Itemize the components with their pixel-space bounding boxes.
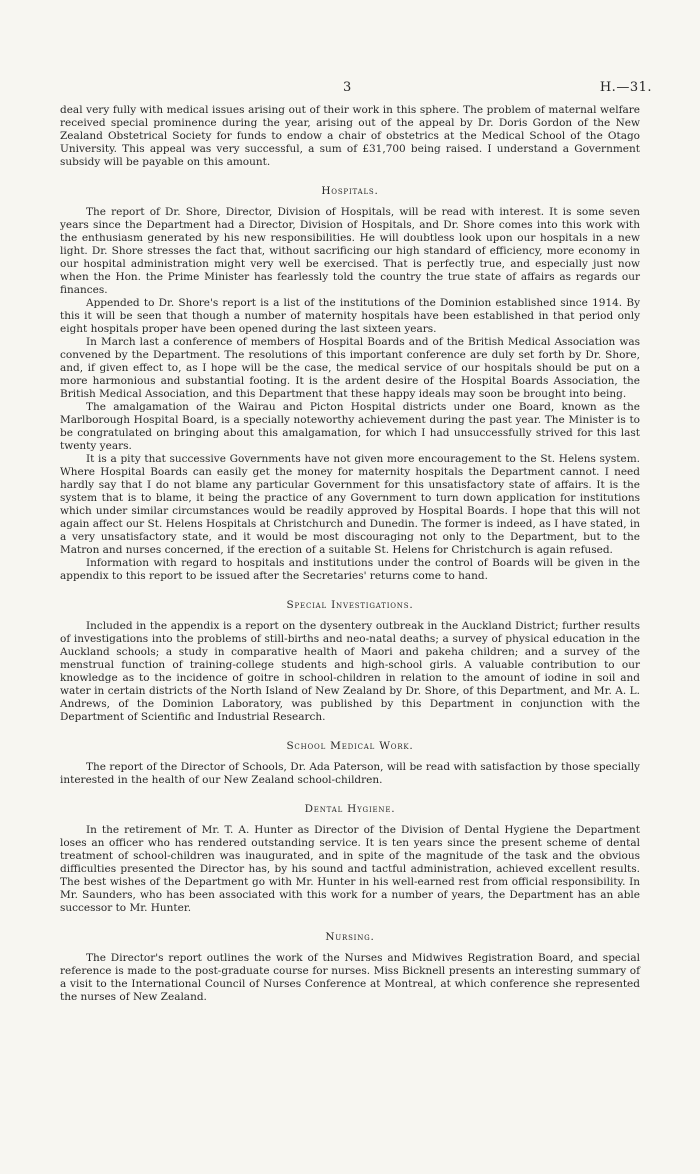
document-body: [60, 104, 640, 1004]
page-number: 3: [343, 80, 352, 95]
hospitals-paragraph-4: The amalgamation of the Wairau and Picton Hospital districts under one Board, known as the Marlborough Hospital Board, is a specially noteworthy achievement during the past year. The Minister is to be congratulated on bringing about this amalgamation, for which I had unsuccessfully strived for this last twenty years.: [60, 401, 640, 452]
special-investigations-paragraph: Included in the appendix is a report on the dysentery outbreak in the Auckland District; further results of investigations into the problems of still-births and neo-natal deaths; a survey of physical education in the Auckland schools; a study in comparative health of Maori and pakeha children; and a survey of the menstrual function of training-college students and high-school girls. A valuable contribution to our knowledge as to the incidence of goitre in school-children in relation to the amount of iodine in soil and water in certain districts of the North Island of New Zealand by Dr. Shore, of this Department, and Mr. A. L. Andrews, of the Dominion Laboratory, was published by this Department in conjunction with the Department of Scientific and Industrial Research.: [60, 620, 640, 723]
section-heading-dental-hygiene: Dental Hygiene.: [304, 803, 396, 815]
hospitals-paragraph-5: It is a pity that successive Governments have not given more encouragement to the St. Helens system. Where Hospital Boards can easily get the money for maternity hospitals the Department cannot. I need hardly say that I do not blame any particular Government for this unsatisfactory state of affairs. It is the system that is to blame, it being the practice of any Government to turn down application for institutions which under similar circumstances would be readily approved by Hospital Boards. I hope that this will not again affect our St. Helens Hospitals at Christchurch and Dunedin. The former is indeed, as I have stated, in a very unsatisfactory state, and it would be most discouraging not only to the Department, but to the Matron and nurses concerned, if the erection of a suitable St. Helens for Christchurch is again refused.: [60, 453, 640, 556]
hospitals-paragraph-2: Appended to Dr. Shore's report is a list of the institutions of the Dominion established since 1914. By this it will be seen that though a number of maternity hospitals have been established in that period only eight hospitals proper have been opened during the last sixteen years.: [60, 297, 640, 335]
nursing-paragraph: The Director's report outlines the work of the Nurses and Midwives Registration Board, and special reference is made to the post-graduate course for nurses. Miss Bicknell presents an interesting summary of a visit to the International Council of Nurses Conference at Montreal, at which conference she represented the nurses of New Zealand.: [60, 952, 640, 1003]
section-heading-nursing: Nursing.: [325, 931, 375, 943]
document-reference: H.—31.: [599, 80, 652, 95]
hospitals-paragraph-6: Information with regard to hospitals and institutions under the control of Boards will be given in the appendix to this report to be issued after the Secretaries' returns come to hand.: [60, 557, 640, 582]
dental-hygiene-paragraph: In the retirement of Mr. T. A. Hunter as Director of the Division of Dental Hygiene the Department loses an officer who has rendered outstanding service. It is ten years since the present scheme of dental treatment of school-children was inaugurated, and in spite of the magnitude of the task and the obvious difficulties presented the Director has, by his sound and tactful administration, achieved excellent results. The best wishes of the Department go with Mr. Hunter in his well-earned rest from official responsibility. In Mr. Saunders, who has been associated with this work for a number of years, the Department has an able successor to Mr. Hunter.: [60, 824, 640, 914]
page-header: [0, 80, 700, 100]
section-heading-hospitals: Hospitals.: [321, 185, 379, 197]
section-heading-school-medical-work: School Medical Work.: [286, 740, 414, 752]
intro-paragraph: deal very fully with medical issues arising out of their work in this sphere. The problem of maternal welfare received special prominence during the year, arising out of the appeal by Dr. Doris Gordon of the New Zealand Obstetrical Society for funds to endow a chair of obstetrics at the Medical School of the Otago University. This appeal was very successful, a sum of £31,700 being raised. I understand a Government subsidy will be payable on this amount.: [60, 104, 640, 168]
school-medical-work-paragraph: The report of the Director of Schools, Dr. Ada Paterson, will be read with satisfaction by those specially interested in the health of our New Zealand school-children.: [60, 761, 640, 786]
hospitals-paragraph-3: In March last a conference of members of Hospital Boards and of the British Medical Association was convened by the Department. The resolutions of this important conference are duly set forth by Dr. Shore, and, if given effect to, as I hope will be the case, the medical service of our hospitals should be put on a more harmonious and substantial footing. It is the ardent desire of the Hospital Boards Association, the British Medical Association, and this Department that these happy ideals may soon be brought into being.: [60, 336, 640, 400]
hospitals-paragraph-1: The report of Dr. Shore, Director, Division of Hospitals, will be read with interest. It is some seven years since the Department had a Director, Division of Hospitals, and Dr. Shore comes into this work with the enthusiasm generated by his new responsibilities. He will doubtless look upon our hospitals in a new light. Dr. Shore stresses the fact that, without sacrificing our high standard of efficiency, more economy in our hospital administration might very well be exercised. That is perfectly true, and especially just now when the Hon. the Prime Minister has fearlessly told the country the true state of affairs as regards our finances.: [60, 206, 640, 296]
section-heading-special-investigations: Special Investigations.: [286, 599, 414, 611]
